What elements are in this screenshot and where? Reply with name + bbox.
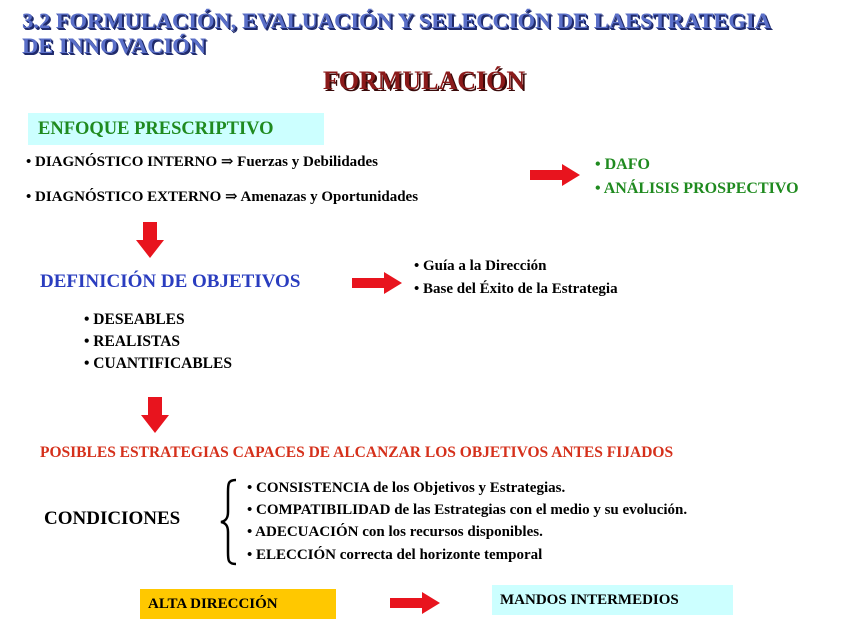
diagnostico-interno: • DIAGNÓSTICO INTERNO ⇒ Fuerzas y Debilidades <box>26 154 379 170</box>
slide-subtitle: FORMULACIÓN <box>322 66 526 95</box>
diagnostico-externo: • DIAGNÓSTICO EXTERNO ⇒ Amenazas y Oportunidades <box>26 189 419 205</box>
condicion-item: • CONSISTENCIA de los Objetivos y Estrategias. <box>247 480 566 496</box>
deseables-item: • DESEABLES <box>84 311 185 328</box>
condicion-item: • ADECUACIÓN con los recursos disponibles. <box>247 524 543 540</box>
condicion-item: • COMPATIBILIDAD de las Estrategias con el medio y su evolución. <box>247 502 688 518</box>
guia-direccion-item: • Guía a la Dirección <box>414 258 547 274</box>
curly-brace-icon <box>218 478 240 566</box>
posibles-estrategias: POSIBLES ESTRATEGIAS CAPACES DE ALCANZAR LOS OBJETIVOS ANTES FIJADOS <box>40 444 674 461</box>
slide-title-line-1: 3.2 FORMULACIÓN, EVALUACIÓN Y SELECCIÓN DE LAESTRATEGIA <box>22 8 771 33</box>
arrow-right-icon <box>390 592 440 614</box>
enfoque-prescriptivo-box: ENFOQUE PRESCRIPTIVO <box>28 113 324 145</box>
dafo-item: • DAFO <box>595 156 650 173</box>
condicion-item: • ELECCIÓN correcta del horizonte temporal <box>247 547 543 563</box>
slide-title <box>22 8 771 58</box>
realistas-item: • REALISTAS <box>84 333 181 350</box>
mandos-intermedios-box: MANDOS INTERMEDIOS <box>492 585 733 615</box>
cuantificables-item: • CUANTIFICABLES <box>84 355 232 372</box>
arrow-down-icon <box>141 397 169 433</box>
arrow-right-icon <box>352 272 402 294</box>
definicion-objetivos: DEFINICIÓN DE OBJETIVOS <box>40 271 301 292</box>
arrow-right-icon <box>530 164 580 186</box>
arrow-down-icon <box>136 222 164 258</box>
slide-title-line-2: DE INNOVACIÓN <box>22 33 206 58</box>
base-exito-item: • Base del Éxito de la Estrategia <box>414 281 618 297</box>
condiciones-label: CONDICIONES <box>44 508 181 529</box>
alta-direccion-box: ALTA DIRECCIÓN <box>140 589 336 619</box>
analisis-prospectivo-item: • ANÁLISIS PROSPECTIVO <box>595 180 799 197</box>
